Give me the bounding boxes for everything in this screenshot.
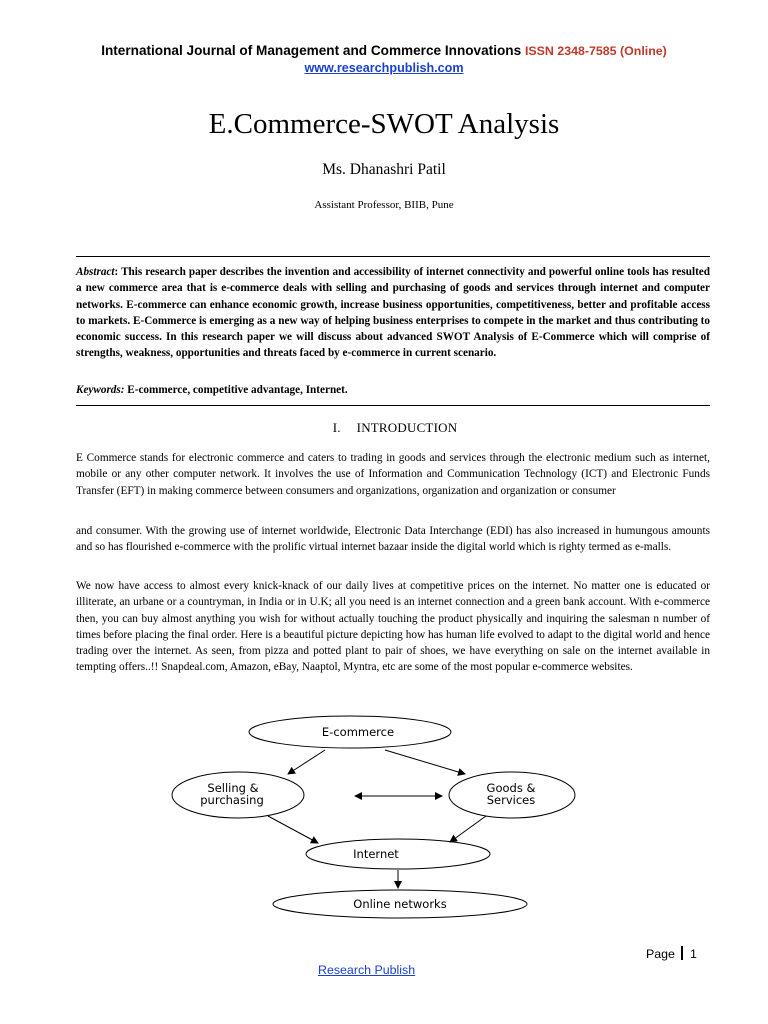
page-separator xyxy=(681,946,683,960)
node-online-label: Online networks xyxy=(353,897,447,911)
intro-paragraph-3: We now have access to almost every knick-knack of our daily lives at competitive prices on the internet. No matter one is educated or illiterate, an urbane or a countryman, in India or in U.K; all you need is an internet connection and a green bank account. With e-commerce then, you can buy almost anything you wish for without actually touching the product physically and inquiring the salesman n number of times before placing the final order. Here is a beautiful picture depicting how has human life evolved to adapt to the digital world and hence trading over the internet. As seen, from pizza and potted plant to pair of shoes, we have everything on sale on the internet available in tempting offers..!! Snapdeal.com, Amazon, eBay, Naaptol, Myntra, etc are some of the most popular e-commerce websites. xyxy=(76,580,710,674)
abstract-bottom-divider xyxy=(76,405,710,406)
journal-header xyxy=(0,43,768,58)
section-title: INTRODUCTION xyxy=(356,420,458,435)
intro-paragraph-2: and consumer. With the growing use of internet worldwide, Electronic Data Interchange (EDI) has also increased in humungous amounts and so has flourished e-commerce with the prolific virtual internet bazaar inside the digital world which is righty termed as e-malls. xyxy=(76,525,710,554)
arrow-goods-to-internet xyxy=(450,816,486,842)
keywords xyxy=(76,384,710,396)
paper-title: E.Commerce-SWOT Analysis xyxy=(208,108,560,140)
node-selling-label-1: Selling & xyxy=(207,781,259,795)
intro-paragraph-1: E Commerce stands for electronic commerce and caters to trading in goods and services through the electronic medium such as internet, mobile or any other computer network. It involves the use of Information and Communication Technology (ICT) and Electronic Funds Transfer (EFT) in making commerce between consumers and organizations, organization and organization or consumer xyxy=(76,452,710,497)
keywords-text: E-commerce, competitive advantage, Internet. xyxy=(124,384,348,396)
node-goods-label-1: Goods & xyxy=(486,781,536,795)
author-affiliation: Assistant Professor, BIIB, Pune xyxy=(314,199,454,211)
journal-name: International Journal of Management and Commerce Innovations xyxy=(101,43,522,58)
journal-website-link[interactable]: www.researchpublish.com xyxy=(304,61,464,75)
abstract xyxy=(76,264,710,362)
abstract-label: Abstract xyxy=(76,266,115,278)
abstract-top-divider xyxy=(76,256,710,257)
node-internet-label: Internet xyxy=(353,847,399,861)
node-selling-label-2: purchasing xyxy=(200,793,264,807)
research-publish-link[interactable]: Research Publish xyxy=(318,963,416,977)
page-label: Page xyxy=(646,947,675,961)
keywords-label: Keywords: xyxy=(76,384,125,396)
abstract-text: : This research paper describes the invention and accessibility of internet connectivity and powerful online tools has resulted a new commerce area that is e-commerce deals with selling and purchasing of goods and services through internet and computer networks. E-commerce can enhance economic growth, increase business opportunities, competitiveness, better and profitable access to markets. E-Commerce is emerging as a new way of helping business enterprises to compete in the market and thus contributing to economic success. In this research paper we will discuss about advanced SWOT Analysis of E-Commerce which will comprise of strengths, weakness, opportunities and threats faced by e-commerce in current scenario. xyxy=(76,266,710,360)
issn-label: ISSN 2348-7585 (Online) xyxy=(524,44,667,58)
paper-author: Ms. Dhanashri Patil xyxy=(322,161,446,178)
section-number: I. xyxy=(332,420,341,435)
arrow-ecommerce-to-goods xyxy=(385,750,465,774)
node-goods-label-2: Services xyxy=(486,793,536,807)
node-ecommerce-label: E-commerce xyxy=(321,725,395,739)
arrow-ecommerce-to-selling xyxy=(288,750,325,774)
section-heading xyxy=(0,420,768,436)
ecommerce-flow-diagram xyxy=(150,710,600,926)
arrow-selling-to-internet xyxy=(268,816,318,843)
page-number-value: 1 xyxy=(689,947,697,961)
page-number xyxy=(646,946,697,961)
